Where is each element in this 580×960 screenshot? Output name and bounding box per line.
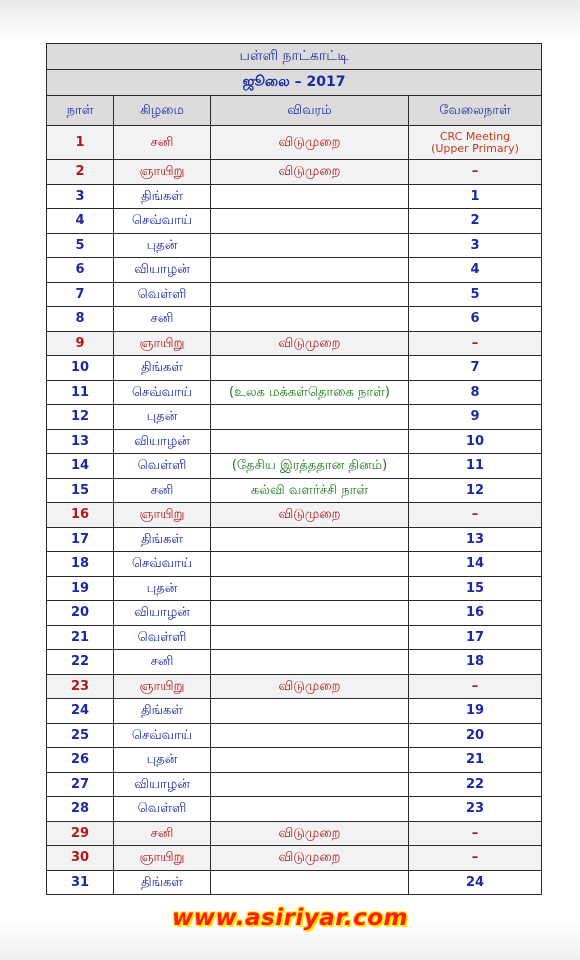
header-workday: வேலைநாள் (409, 96, 542, 126)
calendar-row (47, 674, 542, 699)
date-cell: 4 (47, 209, 114, 234)
workday-cell: 15 (409, 576, 542, 601)
date-cell: 28 (47, 797, 114, 822)
weekday-cell: செவ்வாய் (114, 723, 211, 748)
detail-cell (211, 601, 409, 626)
weekday-cell: வியாழன் (114, 258, 211, 283)
calendar-row (47, 478, 542, 503)
calendar-row (47, 126, 542, 160)
detail-cell (211, 699, 409, 724)
calendar-row (47, 699, 542, 724)
date-cell: 23 (47, 674, 114, 699)
workday-cell: 18 (409, 650, 542, 675)
crc-meeting-note-sub: (Upper Primary) (431, 141, 519, 155)
date-cell: 29 (47, 821, 114, 846)
calendar-row (47, 160, 542, 185)
date-cell: 12 (47, 405, 114, 430)
workday-cell: – (409, 331, 542, 356)
date-cell: 11 (47, 380, 114, 405)
workday-cell: 22 (409, 772, 542, 797)
watermark-logo: www.asiriyar.com (171, 905, 409, 931)
workday-cell (409, 126, 542, 160)
weekday-cell: செவ்வாய் (114, 209, 211, 234)
workday-cell: 3 (409, 233, 542, 258)
weekday-cell: வெள்ளி (114, 454, 211, 479)
weekday-cell: சனி (114, 307, 211, 332)
date-cell: 18 (47, 552, 114, 577)
detail-cell (211, 405, 409, 430)
workday-cell: 16 (409, 601, 542, 626)
calendar-row (47, 429, 542, 454)
date-cell: 24 (47, 699, 114, 724)
workday-cell: 24 (409, 870, 542, 895)
detail-cell (211, 184, 409, 209)
weekday-cell: திங்கள் (114, 356, 211, 381)
workday-cell: – (409, 674, 542, 699)
detail-cell (211, 258, 409, 283)
detail-cell (211, 233, 409, 258)
calendar-row (47, 405, 542, 430)
weekday-cell: புதன் (114, 233, 211, 258)
weekday-cell: சனி (114, 650, 211, 675)
weekday-cell: திங்கள் (114, 527, 211, 552)
weekday-cell: வியாழன் (114, 429, 211, 454)
date-cell: 1 (47, 126, 114, 160)
detail-cell: (தேசிய இரத்ததான தினம்) (211, 454, 409, 479)
weekday-cell: புதன் (114, 576, 211, 601)
calendar-row (47, 380, 542, 405)
calendar-row (47, 748, 542, 773)
detail-cell (211, 527, 409, 552)
workday-cell: – (409, 160, 542, 185)
workday-cell: 9 (409, 405, 542, 430)
workday-cell: – (409, 503, 542, 528)
weekday-cell: வெள்ளி (114, 797, 211, 822)
date-cell: 22 (47, 650, 114, 675)
weekday-cell: திங்கள் (114, 870, 211, 895)
workday-cell: 1 (409, 184, 542, 209)
detail-cell (211, 356, 409, 381)
date-cell: 16 (47, 503, 114, 528)
date-cell: 14 (47, 454, 114, 479)
calendar-row (47, 282, 542, 307)
detail-cell (211, 723, 409, 748)
detail-cell (211, 650, 409, 675)
weekday-cell: வெள்ளி (114, 282, 211, 307)
workday-cell: – (409, 846, 542, 871)
weekday-cell: செவ்வாய் (114, 552, 211, 577)
date-cell: 7 (47, 282, 114, 307)
date-cell: 9 (47, 331, 114, 356)
calendar-row (47, 601, 542, 626)
detail-cell: (உலக மக்கள்தொகை நாள்) (211, 380, 409, 405)
school-calendar-table (46, 43, 542, 895)
date-cell: 15 (47, 478, 114, 503)
calendar-row (47, 454, 542, 479)
calendar-row (47, 772, 542, 797)
date-cell: 20 (47, 601, 114, 626)
calendar-row (47, 821, 542, 846)
weekday-cell: திங்கள் (114, 184, 211, 209)
calendar-row (47, 233, 542, 258)
weekday-cell: சனி (114, 478, 211, 503)
date-cell: 19 (47, 576, 114, 601)
weekday-cell: சனி (114, 126, 211, 160)
calendar-row (47, 356, 542, 381)
weekday-cell: வியாழன் (114, 601, 211, 626)
workday-cell: 20 (409, 723, 542, 748)
calendar-row (47, 527, 542, 552)
header-date: நாள் (47, 96, 114, 126)
date-cell: 17 (47, 527, 114, 552)
detail-cell (211, 429, 409, 454)
calendar-row (47, 258, 542, 283)
calendar-row (47, 576, 542, 601)
date-cell: 25 (47, 723, 114, 748)
calendar-row (47, 552, 542, 577)
calendar-row (47, 625, 542, 650)
date-cell: 27 (47, 772, 114, 797)
workday-cell: 4 (409, 258, 542, 283)
date-cell: 31 (47, 870, 114, 895)
workday-cell: 5 (409, 282, 542, 307)
workday-cell: 21 (409, 748, 542, 773)
detail-cell (211, 552, 409, 577)
detail-cell (211, 307, 409, 332)
workday-cell: 6 (409, 307, 542, 332)
detail-cell (211, 797, 409, 822)
date-cell: 2 (47, 160, 114, 185)
calendar-row (47, 870, 542, 895)
workday-cell: 11 (409, 454, 542, 479)
calendar-title: பள்ளி நாட்காட்டி (47, 44, 542, 70)
workday-cell: 7 (409, 356, 542, 381)
workday-cell: 13 (409, 527, 542, 552)
date-cell: 30 (47, 846, 114, 871)
weekday-cell: திங்கள் (114, 699, 211, 724)
weekday-cell: புதன் (114, 748, 211, 773)
weekday-cell: செவ்வாய் (114, 380, 211, 405)
calendar-row (47, 184, 542, 209)
weekday-cell: சனி (114, 821, 211, 846)
header-detail: விவரம் (211, 96, 409, 126)
calendar-row (47, 846, 542, 871)
calendar-row (47, 209, 542, 234)
calendar-row (47, 723, 542, 748)
detail-cell: விடுமுறை (211, 160, 409, 185)
date-cell: 21 (47, 625, 114, 650)
date-cell: 26 (47, 748, 114, 773)
detail-cell: விடுமுறை (211, 331, 409, 356)
weekday-cell: ஞாயிறு (114, 674, 211, 699)
date-cell: 13 (47, 429, 114, 454)
workday-cell: – (409, 821, 542, 846)
weekday-cell: ஞாயிறு (114, 331, 211, 356)
date-cell: 8 (47, 307, 114, 332)
calendar-month: ஜூலை – 2017 (47, 70, 542, 96)
date-cell: 3 (47, 184, 114, 209)
weekday-cell: வெள்ளி (114, 625, 211, 650)
workday-cell: 8 (409, 380, 542, 405)
detail-cell: கல்வி வளர்ச்சி நாள் (211, 478, 409, 503)
calendar-row (47, 650, 542, 675)
workday-cell: 2 (409, 209, 542, 234)
calendar-row (47, 797, 542, 822)
calendar-row (47, 331, 542, 356)
detail-cell (211, 772, 409, 797)
workday-cell: 23 (409, 797, 542, 822)
detail-cell (211, 748, 409, 773)
detail-cell: விடுமுறை (211, 846, 409, 871)
workday-cell: 12 (409, 478, 542, 503)
detail-cell: விடுமுறை (211, 503, 409, 528)
workday-cell: 19 (409, 699, 542, 724)
detail-cell: விடுமுறை (211, 126, 409, 160)
weekday-cell: வியாழன் (114, 772, 211, 797)
date-cell: 6 (47, 258, 114, 283)
workday-cell: 14 (409, 552, 542, 577)
weekday-cell: ஞாயிறு (114, 846, 211, 871)
date-cell: 5 (47, 233, 114, 258)
detail-cell (211, 282, 409, 307)
weekday-cell: புதன் (114, 405, 211, 430)
detail-cell (211, 870, 409, 895)
crc-meeting-note: CRC Meeting (439, 129, 511, 143)
detail-cell (211, 576, 409, 601)
workday-cell: 10 (409, 429, 542, 454)
weekday-cell: ஞாயிறு (114, 160, 211, 185)
header-day: கிழமை (114, 96, 211, 126)
detail-cell (211, 625, 409, 650)
calendar-row (47, 503, 542, 528)
date-cell: 10 (47, 356, 114, 381)
workday-cell: 17 (409, 625, 542, 650)
weekday-cell: ஞாயிறு (114, 503, 211, 528)
detail-cell: விடுமுறை (211, 674, 409, 699)
calendar-row (47, 307, 542, 332)
detail-cell (211, 209, 409, 234)
detail-cell: விடுமுறை (211, 821, 409, 846)
